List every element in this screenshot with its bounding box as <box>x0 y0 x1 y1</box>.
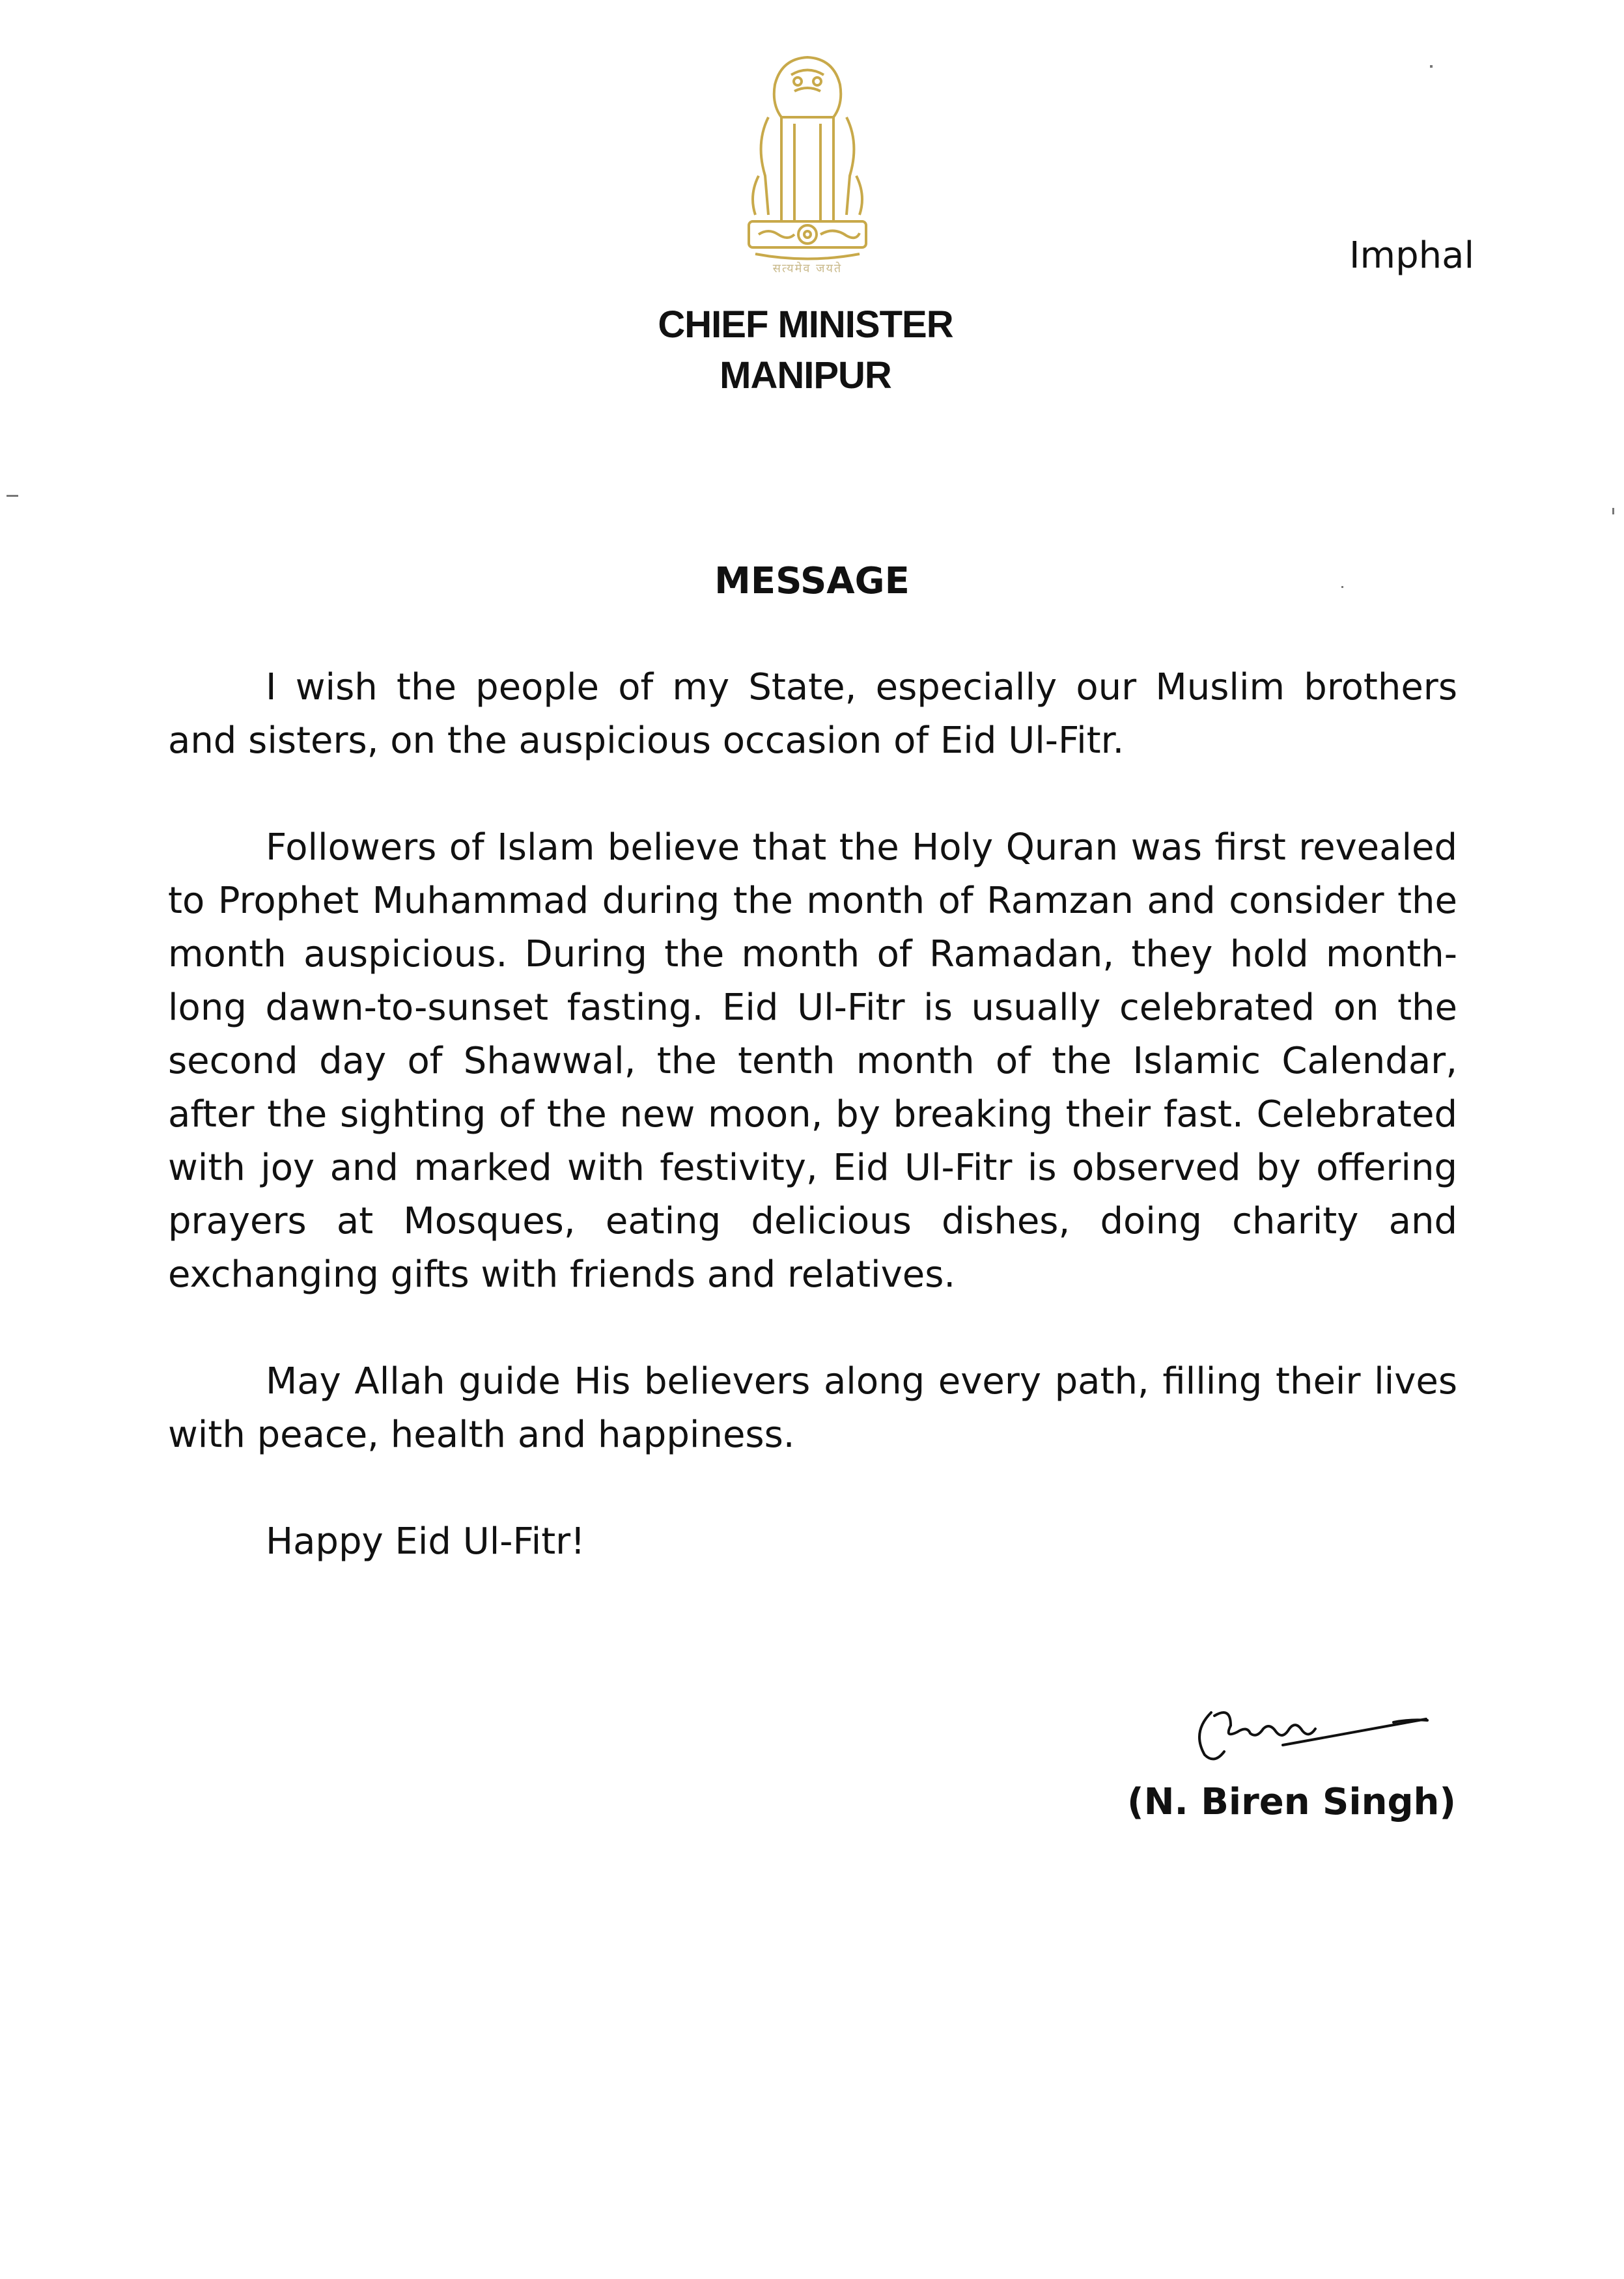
message-heading: MESSAGE <box>714 560 910 602</box>
scan-speck <box>1612 508 1614 514</box>
paragraph: I wish the people of my State, especially our Muslim brothers and sisters, on the auspicious occasion of Eid Ul-Fitr. <box>168 666 1457 762</box>
signer-name: (N. Biren Singh) <box>1127 1781 1456 1823</box>
place-name: Imphal <box>1349 234 1474 277</box>
office-line-2: MANIPUR <box>720 354 891 397</box>
scan-speck <box>7 495 18 497</box>
message-body <box>168 661 1457 1622</box>
national-emblem-icon <box>729 46 886 280</box>
closing-greeting: Happy Eid Ul-Fitr! <box>266 1520 585 1563</box>
paragraph: Followers of Islam believe that the Holy Quran was first revealed to Prophet Muhammad during the month of Ramzan and consider the month auspicious. During the month of Ramadan, they hold month-long dawn-to-sunset fasting. Eid Ul-Fitr is usually celebrated on the second day of Shawwal, the tenth month of the Islamic Calendar, after the sighting of the new moon, by breaking their fast. Celebrated with joy and marked with festivity, Eid Ul-Fitr is observed by offering prayers at Mosques, eating delicious dishes, doing charity and exchanging gifts with friends and relatives. <box>168 826 1457 1296</box>
scan-speck <box>1430 65 1433 68</box>
signature-mark <box>1185 1693 1446 1771</box>
office-title <box>0 300 1624 401</box>
paragraph: May Allah guide His believers along every path, filling their lives with peace, health and happiness. <box>168 1360 1457 1456</box>
emblem-motto: सत्यमेव जयते <box>772 262 843 275</box>
office-line-1: CHIEF MINISTER <box>658 303 953 346</box>
scan-speck <box>1341 586 1343 588</box>
